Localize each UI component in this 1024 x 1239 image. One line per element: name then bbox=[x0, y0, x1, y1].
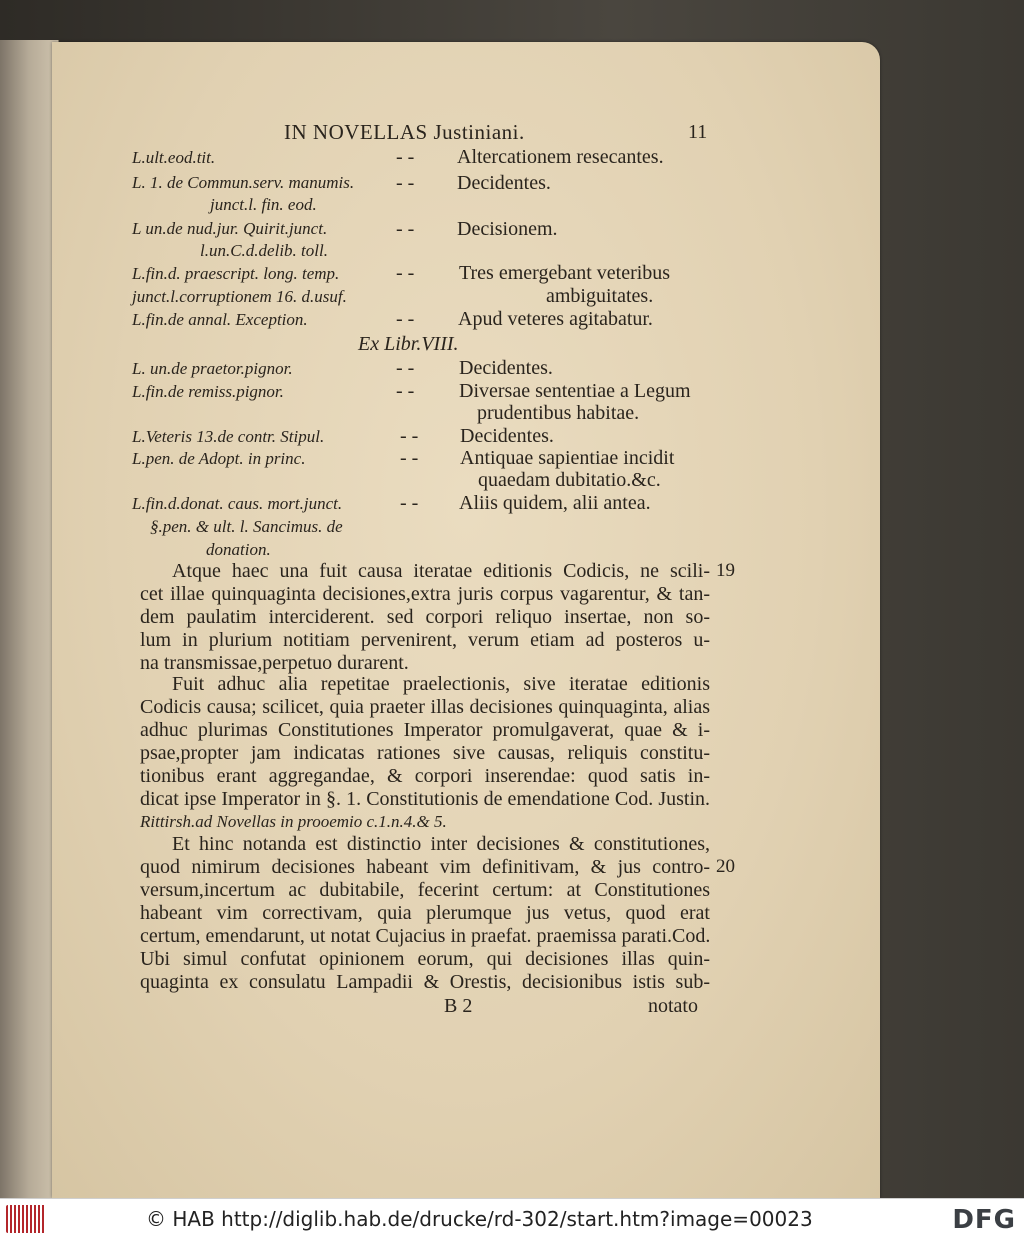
index-dash: - - bbox=[396, 308, 415, 330]
margin-number: 20 bbox=[716, 856, 735, 877]
index-dash: - - bbox=[396, 172, 415, 194]
para2-line: dicat ipse Imperator in §. 1. Constitutionis de emendatione Cod. Justin. bbox=[140, 788, 710, 810]
index-dash: - - bbox=[400, 425, 419, 447]
index-left: L.fin.de remiss.pignor. bbox=[132, 382, 284, 401]
signature-mark: B 2 bbox=[444, 995, 473, 1017]
index-left: donation. bbox=[206, 540, 271, 559]
index-right: Decidentes. bbox=[460, 425, 554, 447]
index-right: ambiguitates. bbox=[546, 285, 654, 307]
index-left: L.fin.de annal. Exception. bbox=[132, 310, 308, 329]
hab-logo-icon bbox=[6, 1205, 46, 1233]
para3-line: certum, emendarunt, ut notat Cujacius in praefat. praemissa parati.Cod. bbox=[140, 925, 710, 947]
index-left: L.pen. de Adopt. in princ. bbox=[132, 449, 306, 468]
para1-line: cet illae quinquaginta decisiones,extra juris corpus vagarentur, & tan- bbox=[140, 583, 710, 605]
footer-copyright-link[interactable]: © HAB http://diglib.hab.de/drucke/rd-302/start.htm?image=00023 bbox=[146, 1207, 813, 1231]
para1-line: dem paulatim interciderent. sed corpori reliquo insertae, non so- bbox=[140, 606, 710, 628]
page-number: 11 bbox=[688, 121, 708, 143]
index-left: junct.l. fin. eod. bbox=[210, 195, 317, 214]
para3-line: Ubi simul confutat opinionem eorum, qui decisiones illas quin- bbox=[140, 948, 710, 970]
index-dash: - - bbox=[396, 146, 415, 168]
index-right: Apud veteres agitabatur. bbox=[458, 308, 653, 330]
index-right: Diversae sententiae a Legum bbox=[459, 380, 691, 402]
index-dash: - - bbox=[396, 262, 415, 284]
index-dash: - - bbox=[396, 218, 415, 240]
para3-line: quaginta ex consulatu Lampadii & Orestis, decisionibus istis sub- bbox=[140, 971, 710, 993]
para3-line: Et hinc notanda est distinctio inter decisiones & constitutiones, bbox=[172, 833, 710, 855]
para2-line: Rittirsh.ad Novellas in prooemio c.1.n.4.& 5. bbox=[140, 812, 447, 831]
dfg-logo: DFG bbox=[952, 1205, 1016, 1235]
index-left: L un.de nud.jur. Quirit.junct. bbox=[132, 219, 328, 238]
para2-line: psae,propter jam indicatas rationes sive causas, reliquis constitu- bbox=[140, 742, 710, 764]
index-left: L.fin.d.donat. caus. mort.junct. bbox=[132, 494, 343, 513]
index-left: §.pen. & ult. l. Sancimus. de bbox=[150, 517, 343, 536]
index-dash: - - bbox=[396, 380, 415, 402]
index-dash: - - bbox=[396, 357, 415, 379]
index-left: L.ult.eod.tit. bbox=[132, 148, 216, 167]
para1-line: lum in plurium notitiam pervenirent, verum etiam ad posteros u- bbox=[140, 629, 710, 651]
index-right: Altercationem resecantes. bbox=[457, 146, 664, 168]
viewer-footer bbox=[0, 1198, 1024, 1239]
index-left: L. un.de praetor.pignor. bbox=[132, 359, 293, 378]
para2-line: Fuit adhuc alia repetitae praelectionis, sive iteratae editionis bbox=[172, 673, 710, 695]
index-left: L.fin.d. praescript. long. temp. bbox=[132, 264, 340, 283]
para1-line: Atque haec una fuit causa iteratae editionis Codicis, ne scili- bbox=[172, 560, 710, 582]
index-right: Tres emergebant veteribus bbox=[459, 262, 671, 284]
catchword: notato bbox=[648, 995, 698, 1017]
index-right: Decidentes. bbox=[459, 357, 553, 379]
margin-number: 19 bbox=[716, 560, 735, 581]
index-dash: - - bbox=[400, 492, 419, 514]
previous-page-edge bbox=[0, 40, 59, 1198]
para3-line: habeant vim correctivam, quia plerumque jus vetus, quod erat bbox=[140, 902, 710, 924]
index-right: quaedam dubitatio.&c. bbox=[478, 469, 661, 491]
para1-line: na transmissae,perpetuo durarent. bbox=[140, 652, 409, 674]
index-left: l.un.C.d.delib. toll. bbox=[200, 241, 328, 260]
running-head: IN NOVELLAS Justiniani. bbox=[284, 120, 525, 144]
section-heading: Ex Libr.VIII. bbox=[358, 333, 459, 355]
para2-line: tionibus erant aggregandae, & corpori inserendae: quod satis in- bbox=[140, 765, 710, 787]
index-right: prudentibus habitae. bbox=[477, 402, 640, 424]
para3-line: quod nimirum decisiones habeant vim definitivam, & jus contro- bbox=[140, 856, 710, 878]
index-right: Aliis quidem, alii antea. bbox=[459, 492, 651, 514]
index-left: L.Veteris 13.de contr. Stipul. bbox=[132, 427, 325, 446]
para3-line: versum,incertum ac dubitabile, fecerint certum: at Constitutiones bbox=[140, 879, 710, 901]
index-left: L. 1. de Commun.serv. manumis. bbox=[132, 173, 355, 192]
index-right: Decisionem. bbox=[457, 218, 558, 240]
index-left: junct.l.corruptionem 16. d.usuf. bbox=[132, 287, 347, 306]
index-right: Decidentes. bbox=[457, 172, 551, 194]
index-right: Antiquae sapientiae incidit bbox=[460, 447, 675, 469]
index-dash: - - bbox=[400, 447, 419, 469]
para2-line: Codicis causa; scilicet, quia praeter illas decisiones quinquaginta, alias bbox=[140, 696, 710, 718]
para2-line: adhuc plurimas Constitutiones Imperator promulgaverat, quae & i- bbox=[140, 719, 710, 741]
